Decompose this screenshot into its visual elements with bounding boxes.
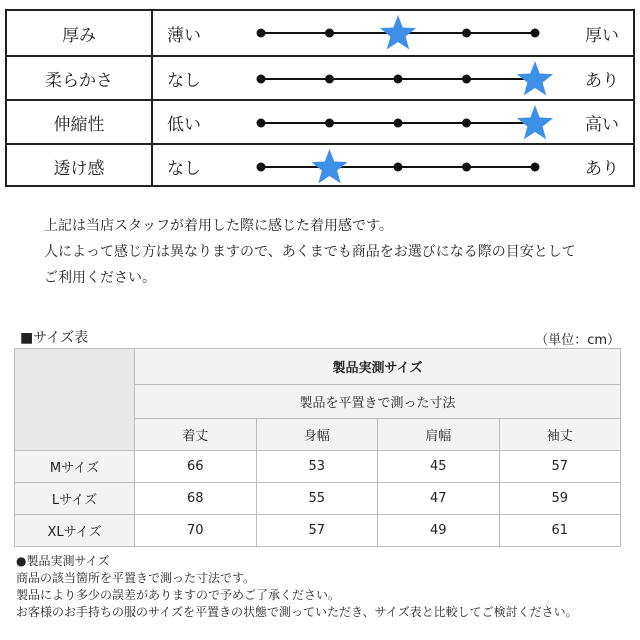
footnote-line: お客様のお手持ちの服のサイズを平置きの状態で測っていただき、サイズ表と比較してご検討ください。 — [16, 605, 578, 619]
row-header: Mサイズ — [15, 451, 135, 483]
size-table — [14, 348, 621, 547]
footnote-line: 製品により多少の誤差がありますので予めご了承ください。 — [16, 588, 341, 602]
feel-scale — [257, 101, 539, 143]
feel-label: 柔らかさ — [7, 57, 153, 99]
scale-dot — [257, 163, 266, 172]
scale-dot — [531, 163, 540, 172]
scale-dot — [462, 75, 471, 84]
table-cell: 61 — [499, 515, 621, 547]
scale-dot — [325, 75, 334, 84]
column-header: 肩幅 — [378, 419, 500, 451]
level-star-icon — [380, 15, 416, 49]
size-table-unit: （単位：cm） — [535, 333, 620, 348]
size-table-header-sub: 製品を平置きで測った寸法 — [135, 385, 621, 419]
table-cell: 49 — [378, 515, 500, 547]
scale-dot — [394, 119, 403, 128]
table-cell: 53 — [256, 451, 378, 483]
column-header: 着丈 — [135, 419, 257, 451]
feel-row-softness — [7, 55, 633, 99]
feel-scale — [257, 57, 539, 99]
scale-dot — [257, 29, 266, 38]
feel-min-label: 低い — [167, 114, 201, 135]
table-cell: 68 — [135, 483, 257, 515]
scale-graphic — [257, 57, 539, 101]
scale-dot — [257, 75, 266, 84]
scale-dot — [462, 29, 471, 38]
table-cell: 47 — [378, 483, 500, 515]
table-row — [15, 483, 621, 515]
footnote-line: 商品の該当箇所を平置きで測った寸法です。 — [16, 571, 256, 585]
scale-dot — [462, 163, 471, 172]
size-footnote — [16, 553, 578, 621]
scale-dot — [325, 119, 334, 128]
feel-label: 伸縮性 — [7, 101, 153, 143]
feel-label: 厚み — [7, 11, 153, 55]
feel-table — [5, 9, 635, 187]
size-table-header-main: 製品実測サイズ — [135, 349, 621, 385]
wear-feel-note — [44, 213, 624, 291]
scale-dot — [531, 29, 540, 38]
table-cell: 45 — [378, 451, 500, 483]
feel-max-label: 高い — [585, 114, 619, 135]
feel-row-sheerness — [7, 143, 633, 187]
table-cell: 70 — [135, 515, 257, 547]
table-cell: 66 — [135, 451, 257, 483]
table-cell: 55 — [256, 483, 378, 515]
footnote-line: ●製品実測サイズ — [16, 554, 110, 568]
row-header: XLサイズ — [15, 515, 135, 547]
table-cell: 59 — [499, 483, 621, 515]
column-header: 身幅 — [256, 419, 378, 451]
table-cell: 57 — [256, 515, 378, 547]
column-header: 袖丈 — [499, 419, 621, 451]
feel-row-stretch — [7, 99, 633, 143]
level-star-icon — [517, 61, 553, 95]
feel-max-label: 厚い — [585, 25, 619, 46]
table-row — [15, 515, 621, 547]
level-star-icon — [517, 105, 553, 139]
scale-graphic — [257, 11, 539, 55]
feel-scale — [257, 145, 539, 187]
feel-scale — [257, 11, 539, 55]
row-header: Lサイズ — [15, 483, 135, 515]
scale-dot — [257, 119, 266, 128]
scale-dot — [462, 119, 471, 128]
scale-graphic — [257, 145, 539, 189]
note-line: 人によって感じ方は異なりますので、あくまでも商品をお選びになる際の目安として — [44, 244, 576, 260]
note-line: ご利用ください。 — [44, 270, 156, 286]
table-cell: 57 — [499, 451, 621, 483]
size-table-title: ■サイズ表 — [20, 330, 89, 346]
scale-dot — [394, 75, 403, 84]
scale-graphic — [257, 101, 539, 145]
size-table-corner — [15, 349, 135, 451]
scale-dot — [394, 163, 403, 172]
feel-row-thickness — [7, 11, 633, 55]
table-row — [15, 451, 621, 483]
feel-max-label: あり — [585, 158, 619, 179]
feel-max-label: あり — [585, 70, 619, 91]
note-line: 上記は当店スタッフが着用した際に感じた着用感です。 — [44, 218, 393, 234]
feel-min-label: なし — [167, 158, 201, 179]
feel-min-label: なし — [167, 70, 201, 91]
feel-min-label: 薄い — [167, 25, 201, 46]
level-star-icon — [311, 149, 347, 183]
feel-label: 透け感 — [7, 145, 153, 187]
scale-dot — [325, 29, 334, 38]
